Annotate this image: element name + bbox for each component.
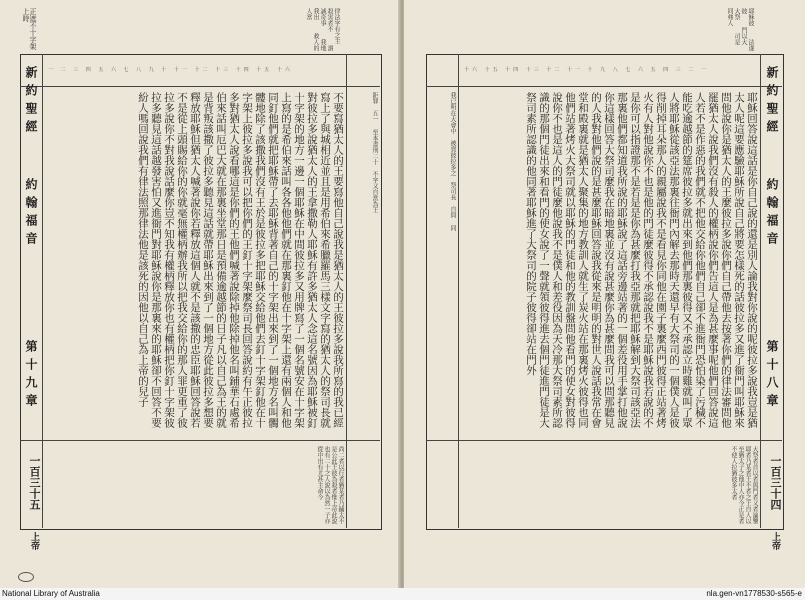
body-line: 希伯來話叫各各他他們就在那裏釘他在十字架上還有兩個人和他同釘	[267, 92, 292, 428]
body-line: 不要紛人嗎回說我們有律法照那律法他是該死的因他以自己為上帝的兒子	[137, 92, 162, 428]
top-note: 司是	[733, 33, 740, 45]
margin-note: 祭司長	[449, 182, 456, 200]
top-note: 法遂彼	[740, 8, 754, 51]
margin-note: 自問 同	[449, 206, 456, 231]
right-margin-rule-inner	[458, 54, 459, 528]
body-line: 一邊一個耶穌在中間彼拉多又用牌寫了一個名號安在十字架上寫的是	[280, 92, 305, 428]
left-top-notes	[40, 8, 340, 52]
top-note: 殺害者不	[326, 8, 333, 32]
body-line: 從此彼拉多想要釋放耶穌但猶太人喊著說你若釋放這個人就不是該撒的忠臣	[189, 92, 214, 428]
top-note: 律法字有之主	[333, 8, 340, 44]
body-line: 他們都知道我所說的耶穌說了這話旁邊站著的一個差役用手掌打他說你這樣回答大祭司麼	[603, 92, 628, 428]
body-line: 耶穌回答說我從來是明明的對世人說話我常在會堂和殿裏就是猶太人聚集的地方教訓人	[577, 92, 602, 428]
body-line: 有大祭司的一個僕人是彼得削掉耳朵那人的親屬說我不是看見你同他在園子裏麼	[655, 92, 680, 428]
body-line: 我在暗地裏並沒有說甚麼你為甚麼問我可以問那聽見的人我對他們說的是甚麼	[590, 92, 615, 428]
body-line: 除了該撒我們沒有王於是彼拉多把耶穌交給他們去釘十字架	[254, 113, 266, 386]
body-line: 彼拉多聽見這話越發害怕又進衙門對耶穌說你是那裏來的耶穌卻不回答	[150, 92, 175, 428]
right-running-title: 新約聖經	[765, 66, 779, 138]
left-verse-ticks: 一 二 三 四 五 六 七 八 九 十 十一 十二 十三 十四 十五 十六	[48, 67, 293, 73]
body-line: 釘他在十字架上彼拉多說我可以把你們的王釘十字架麼祭司長回答說	[241, 92, 266, 428]
margin-note: 鉅罪	[371, 92, 378, 104]
body-line: 彼拉多說你們自己帶他去按著你們的律法審問他罷猶太人說我們沒有殺人的權柄	[707, 92, 732, 428]
body-line: 凡以自己為王的就是背叛該撒了彼拉多聽見這話就帶耶穌出來到了一個地方	[202, 92, 227, 428]
left-margin-rule-outer	[42, 54, 43, 528]
left-volume-mark: 上帝	[29, 532, 39, 550]
top-note: 門以大	[740, 27, 747, 45]
left-corner-note	[22, 8, 36, 52]
body-line: 耶穌說我若說的不是你可以指證那不是若是是你為甚麼打我亞那就把耶穌解到大祭司該亞法那裏	[616, 92, 654, 428]
body-line: 約有午正彼拉多對猶太人說看哪這是你們的王他們喊著說除掉他除掉他	[228, 92, 253, 428]
left-inner-margin-notes	[350, 92, 378, 436]
body-line: 說你們告這人是為甚麼事呢他們回答說這人若不是作惡的我們就不把他交給你	[694, 92, 719, 428]
top-note: 耶穌彼	[747, 8, 754, 26]
body-line: 耶穌回答說這話是你自己說的還是別人論我對你說的呢彼拉多說我豈是猶太人呢	[733, 92, 758, 428]
margin-note: 五一 至本書刑二十	[371, 110, 378, 165]
body-line: 與城相近並且是用希伯來希臘羅馬三樣文字寫的猶太人的祭司長就對彼拉多說	[306, 92, 331, 428]
right-footer-rule	[426, 440, 782, 441]
right-top-notes	[464, 8, 754, 52]
right-chapter: 第十八章	[765, 340, 779, 412]
left-bottom-commentary: 尚二者以行者猶某者乃鋪太不是公此王彼為殺者惟上帝此說也有二十之人說以為然一子亦從中出有尤甚主命令	[316, 446, 344, 524]
right-header-rule	[426, 86, 782, 87]
body-line: 那大祭司素所認識的那個門徒出來和看門的使女說了一聲就領彼得進去	[538, 92, 563, 428]
body-line: 彼得又不承認立時雞就叫了眾人將耶穌從該亞法那裏往衙門內解去那時天還早	[668, 92, 693, 428]
top-note: 同弗人	[726, 8, 733, 26]
left-footer-rule	[20, 440, 380, 441]
body-line: 猶太人的王拿撒勒人耶穌有許多猶太人念這名號因為耶穌被釘十字架的地方	[293, 92, 318, 428]
right-page-number: 一百三十四	[769, 455, 782, 510]
body-line: 就生了炭火站在那裏烤火彼得也同他們站著烤火大祭司就以耶穌的門徒和他的教訓盤問他	[564, 92, 589, 428]
body-line: 看門的使女對彼得說你不也是這人的門徒麼他說我不是僕人和差役因為天冷	[551, 92, 576, 428]
top-note: 我地我出	[312, 8, 326, 51]
right-inner-margin-notes	[430, 92, 456, 436]
left-running-title: 新約聖經	[24, 66, 38, 138]
top-note: 救人的人當	[305, 8, 319, 51]
left-chapter: 第十九章	[24, 340, 38, 412]
left-margin-rule-inner	[346, 54, 347, 528]
right-verse-ticks: 十六 十五 十四 十三 十二 十一 十 九 八 七 六 五 四 三 二 一	[464, 67, 709, 73]
library-stamp-mark	[18, 572, 34, 582]
body-line: 西門彼得正站著烤火有人對他說你不也是他的門徒麼彼得不承認說我不是	[642, 92, 667, 428]
body-line: 不要寫猶太人的王要寫他自己說我是猶太人的王彼拉多說我所寫的我已經寫上了	[319, 92, 344, 428]
top-note: 大祭	[733, 8, 740, 20]
right-page	[404, 0, 805, 588]
left-header-rule	[20, 86, 380, 87]
body-line: 彼拉多說你不對我說話麼你豈不知我有權柄釋放你也有權柄把你釘十字架	[163, 92, 188, 428]
body-line: 他們就把耶穌帶了去耶穌背著自己的十字架出來到了一個地方名叫髑髏地	[254, 92, 279, 428]
right-margin-rule-outer	[760, 54, 761, 528]
body-line: 名叫鋪華石處希伯來話叫厄巴大就在那裏坐堂那日是預備逾越節的日子	[215, 92, 240, 428]
left-book-title: 約翰福音	[24, 178, 38, 250]
item-identifier: nla.gen-vn1778530-s565-e	[706, 589, 802, 598]
left-page-number: 一百三十五	[28, 455, 41, 510]
body-line: 他們自己卻不進衙門恐怕染了污穢不能吃逾越節的筵席彼拉多就出來到他們那裏	[681, 92, 706, 428]
margin-note: 被賣彼拉多之	[449, 140, 456, 176]
left-body-text	[48, 92, 344, 436]
institution-credit: National Library of Australia	[2, 589, 100, 598]
body-line: 耶穌回答說若不是從上頭賜給你的你就毫無權柄辦我所以把我交給你的那人罪更重了	[176, 92, 201, 428]
viewer-footer	[0, 588, 805, 600]
body-line: 個門徒進門徒是大祭司素所認識的他同著耶穌進了大祭司的院子彼得卻站在門外	[525, 92, 550, 428]
right-volume-mark: 上帝	[770, 532, 780, 550]
left-page	[0, 0, 400, 588]
right-bottom-commentary: 大祭者首以者與門者又者論鑒耶者乃某者王不者之王自人以至猶太子之他中人亦令正是者不使人拉猶彼多太者	[730, 446, 758, 524]
margin-note: 正遮不十字架上時	[22, 8, 37, 50]
right-book-title: 約翰福音	[765, 178, 779, 250]
body-line: 這要應驗耶穌所說自己將要怎樣死的話彼拉多又進了衙門叫耶穌來問他說你是猶太人的王麼	[720, 92, 745, 428]
margin-note: 不字又自當為王	[371, 171, 378, 213]
right-body-text	[462, 92, 758, 436]
top-note: 謂誠奇事	[319, 8, 333, 51]
margin-note: 我已明在大會中	[449, 92, 456, 134]
